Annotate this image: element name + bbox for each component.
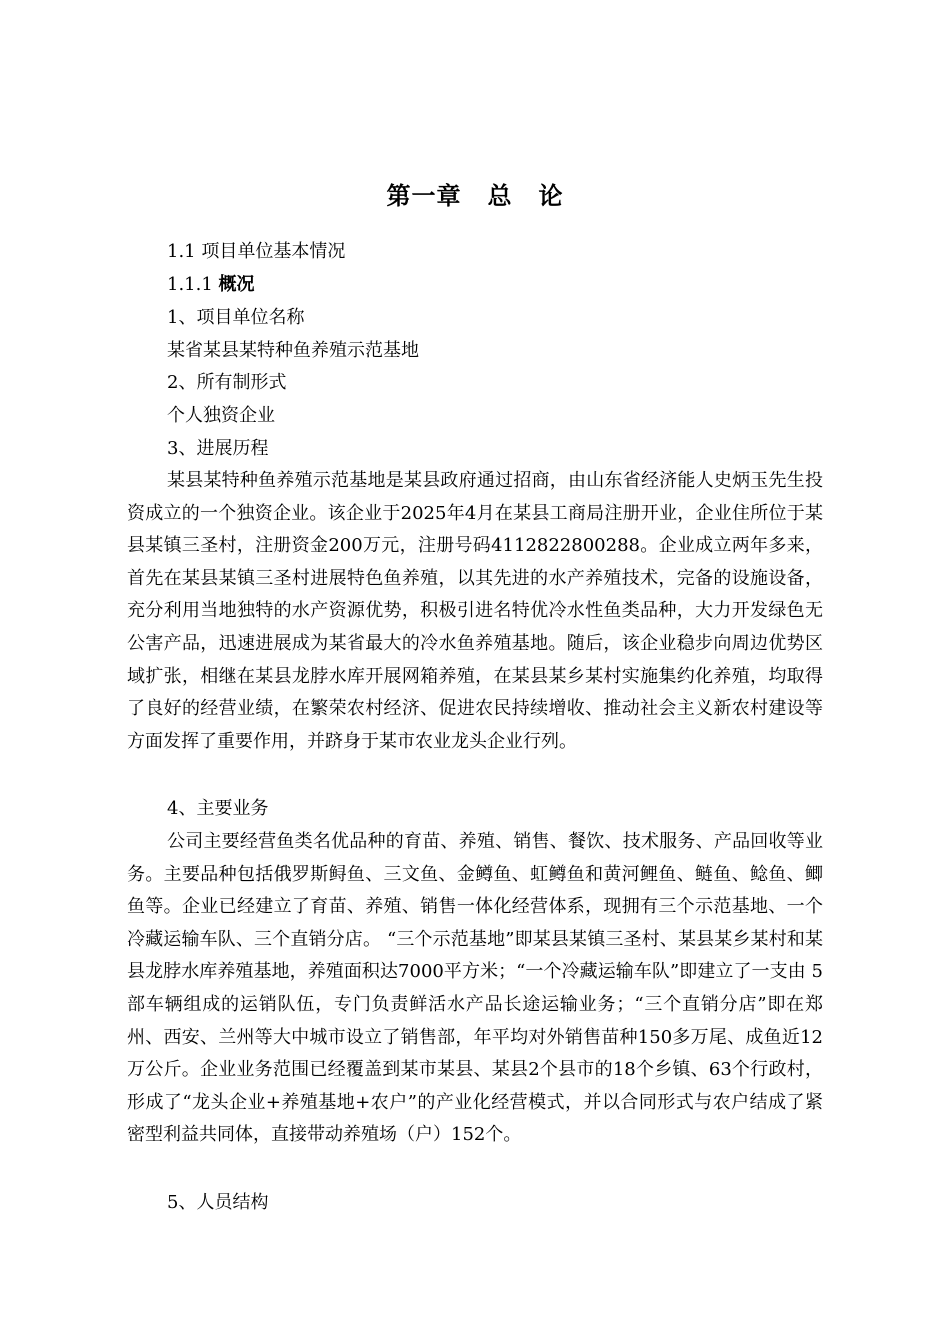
chapter-title-word-1: 总 (487, 182, 513, 210)
section-heading-1-1: 1.1 项目单位基本情况 (167, 241, 346, 262)
item-heading-ownership: 2、所有制形式 (167, 372, 287, 393)
chapter-title-word-2: 论 (538, 182, 564, 210)
item-heading-unit-name: 1、项目单位名称 (167, 307, 305, 328)
item-heading-business: 4、主要业务 (167, 798, 269, 819)
item-heading-staff: 5、人员结构 (167, 1192, 269, 1213)
history-paragraph: 某县某特种鱼养殖示范基地是某县政府通过招商，由山东省经济能人史炳玉先生投资成立的一个独资企业。该企业于2025年4月在某县工商局注册开业，企业住所位于某县某镇三圣村，注册资金200万元，注册号码4112822800288。企业成立两年多来，首先在某县某镇三圣村进展特色鱼养殖，以其先进的水产养殖技术，完备的设施设备，充分利用当地独特的水产资源优势，积极引进名特优冷水性鱼类品种，大力开发绿色无公害产品，迅速进展成为某省最大的冷水鱼养殖基地。随后，该企业稳步向周边优势区域扩张，相继在某县龙脖水库开展网箱养殖，在某县某乡某村实施集约化养殖，均取得了良好的经营业绩，在繁荣农村经济、促进农民持续增收、推动社会主义新农村建设等方面发挥了重要作用，并跻身于某市农业龙头企业行列。 (127, 470, 823, 752)
ownership-value: 个人独资企业 (167, 405, 275, 426)
unit-name-value: 某省某县某特种鱼养殖示范基地 (167, 340, 419, 361)
item-heading-history: 3、进展历程 (167, 438, 269, 459)
business-paragraph: 公司主要经营鱼类名优品种的育苗、养殖、销售、餐饮、技术服务、产品回收等业务。主要品种包括俄罗斯鲟鱼、三文鱼、金鳟鱼、虹鳟鱼和黄河鲤鱼、鲢鱼、鲶鱼、鲫鱼等。企业已经建立了育苗、养殖、销售一体化经营体系，现拥有三个示范基地、一个冷藏运输车队、三个直销分店。 “三个示范基地”即某县某镇三圣村、某县某乡某村和某县龙脖水库养殖基地，养殖面积达7000平方米；“一个冷藏运输车队”即建立了一支由 5部车辆组成的运销队伍，专门负责鲜活水产品长途运输业务；“三个直销分店”即在郑州、西安、兰州等大中城市设立了销售部，年平均对外销售苗种150多万尾、成鱼近12万公斤。企业业务范围已经覆盖到某市某县、某县2个县市的18个乡镇、63个行政村，形成了“龙头企业+养殖基地+农户”的产业化经营模式，并以合同形式与农户结成了紧密型利益共同体，直接带动养殖场（户）152个。 (127, 831, 823, 1146)
chapter-title-number: 第一章 (386, 182, 462, 210)
section-heading-1-1-1 (167, 269, 255, 301)
section-number: 1.1.1 (167, 274, 213, 295)
chapter-title (0, 176, 950, 211)
section-label: 概况 (218, 274, 255, 295)
